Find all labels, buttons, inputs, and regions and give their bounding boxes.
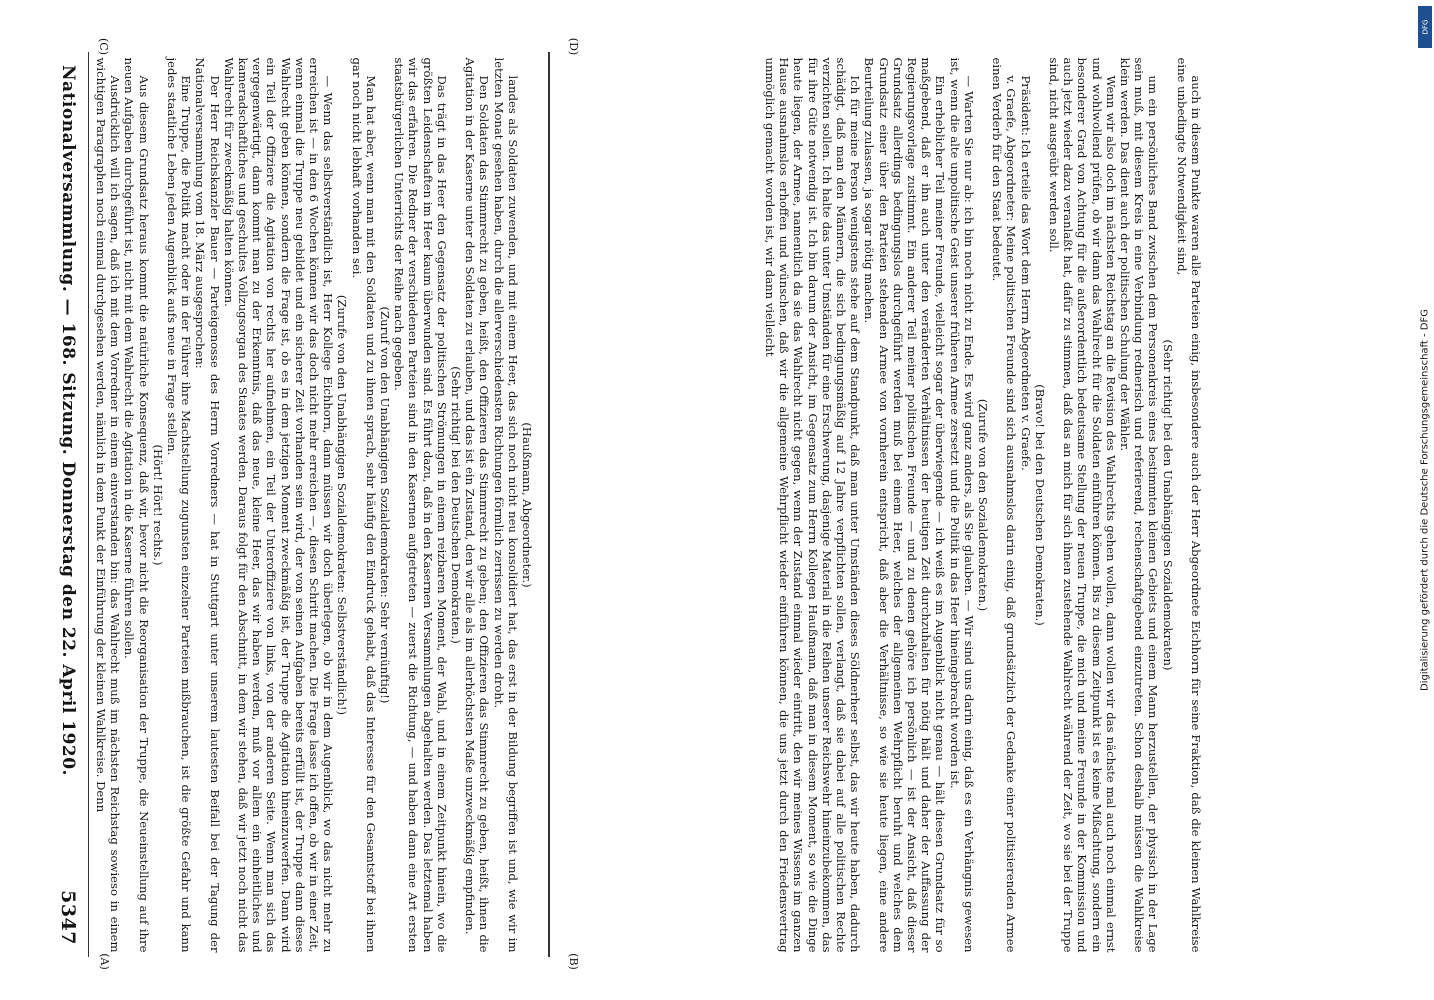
paragraph: Ausdrücklich will ich sagen, daß ich mit dem Vorredner in einem einverstanden bin: das Wahlrecht muß im nächsten Reichstag sowieso in einem wichtigen Paragraphen noch einmal durchgesehen werden, nämlich in dem Punkt der Einführung der kleinen Wahlkreise. Denn	[94, 57, 123, 952]
paragraph: Präsident: Ich erteile das Wort dem Herrn Abgeordneten v. Graefe.	[1018, 75, 1033, 471]
margin-marker-a: (A)	[97, 953, 111, 970]
left-column-text	[94, 57, 534, 952]
paragraph: (Sehr richtig! bei den Deutschen Demokraten.)	[449, 365, 464, 644]
paragraph: Aus diesem Grundsatz heraus kommt die natürliche Konsequenz, daß wir, bevor nicht die Reorganisation der Truppe, die Neueinstellung auf ihre neuen Aufgaben durchgeführt ist, nicht mit dem Wahlrecht die Agitation in die Kaserne führen sollen.	[122, 57, 151, 952]
paragraph: Das trägt in das Heer den Gegensatz der politischen Strömungen in einem reizbaren Moment, der Wahl, und in einem Zeitpunkt hinein, wo die größten Leidenschaften im Heer kaum überwunden sind. Es führt dazu, daß in den Kasernen Versammlungen abgehalten werden. Das letztemal haben wir das erfahren. Die Redner der verschiedenen Parteien sind in den Kasernen aufgetreten — zuerst die Richtung, — und haben dann eine Art ersten staatsbürgerlichen Unterrichts der Reihe nach gegeben.	[392, 57, 449, 952]
paragraph: (Zuruf von den Unabhängigen Sozialdemokraten: Sehr vernünftig!)	[378, 306, 393, 703]
column-divider	[548, 52, 550, 957]
paragraph: (Zurufe von den Sozialdemokraten.)	[976, 398, 991, 611]
paragraph: — Wenn das selbstverständlich ist, Herr Kollege Eichhorn, dann müssen wir doch überlegen, ob wir in dem Augenblick, wo das nicht mehr zu erreichen ist — in den 6 Wochen können wir das doch nicht mehr erreichen —, diesen Schritt machen. Die Frage lasse ich offen, ob wir in einer Zeit, wenn einmal die Truppe neu gebildet und ein sicherer Zeit vorhanden sein wird, der von seinen Aufgaben bereits erfüllt ist, der Truppe dann dieses Wahlrecht geben können, sondern die Frage ist, ob es in dem jetzigen Moment zweckmäßig ist, der Truppe die Agitation hineinzuwerfen. Dann wird ein Teil der Offiziere die Agitation von rechts her aufnehmen, ein Teil der Unteroffiziere von links, von der anderen Seite. Wenn man sich das vergegenwärtigt, dann kommt man zu der Erkenntnis, daß das neue, kleine Heer, das wir haben werden, muß vor allem ein einheitliches und kameradschaftliches und geschultes Vollzugsorgan des Staates werden. Daraus folgt für den Abschnitt, in dem wir stehen, daß wir jetzt noch nicht das Wahlrecht für zweckmäßig halten können.	[221, 57, 336, 952]
paragraph: (Sehr richtig! bei den Unabhängigen Sozialdemokraten)	[1160, 338, 1175, 671]
paragraph: Der Herr Reichskanzler Bauer — Parteigenosse des Herrn Vorredners — hat in Stuttgart unter unserem lautesten Beifall bei der Tagung der Nationalversammlung vom 18. März ausgesprochen:	[193, 57, 222, 952]
left-column	[94, 52, 534, 957]
paragraph: Man hat aber, wenn man mit den Soldaten und zu ihnen sprach, sehr häufig den Eindruck gehabt, daß das Interesse für den Gesamtstoff bei ihnen gar noch nicht lebhaft vorhanden sei.	[349, 57, 378, 952]
margin-marker-c: (C)	[97, 38, 110, 55]
digitization-note	[1418, 20, 1432, 980]
paragraph: um ein persönliches Band zwischen dem Personenkreis eines bestimmten kleinen Gebiets und einem Mann herzustellen, der physisch in der Lage sein muß, mit diesem Kreis in eine Verbindung rednerisch und referierend, rechenschaftgebend einzutreten. Schon deshalb müssen die Wahlkreise klein werden. Das dient auch der politischen Schulung der Wähler.	[1118, 57, 1161, 952]
paragraph: (Hört! Hört! rechts.)	[150, 444, 165, 565]
page-number: 5347	[57, 889, 79, 945]
margin-marker-b: (B)	[566, 953, 580, 970]
paragraph: (Haußmann, Abgeordneter.)	[520, 421, 534, 588]
paragraph: — Warten Sie nur ab: ich bin noch nicht zu Ende. Es wird ganz anders, als Sie glauben. — Wir sind uns darin einig, daß es ein Verhängnis gewesen ist, wenn die alte unpolitische Geist unserer früheren Armee zersetzt und die Politik in das Heer hineingebracht worden ist.	[947, 57, 976, 952]
margin-marker-d: (D)	[567, 37, 581, 56]
paragraph: Den Soldaten das Stimmrecht zu geben, heißt, den Offizieren das Stimmrecht zu geben; den Offizieren das Stimmrecht zu geben, heißt, ihnen die Agitation in der Kaserne unter den Soldaten zu erlauben, und das ist ein Zustand, den wir alle als im allerhöchsten Maße unzweckmäßig empfinden.	[463, 57, 492, 952]
paragraph: Ein erheblicher Teil meiner Freunde, vielleicht sogar der überwiegende — ich weiß es im Augenblick nicht genau — hält diesen Grundsatz für so maßgebend, daß er ihn auch unter den veränderten Verhältnissen der heutigen Zeit durchzuhalten für nötig hält und daher der Auffassung der Regierungsvorlage zustimmt. Ein anderer Teil meiner politischen Freunde — und zu denen gehöre ich persönlich — ist der Ansicht, daß dieser Grundsatz allerdings bedingungslos durchgeführt werden muß bei einem Heer, welches der allgemeinen Wehrpflicht beruht und welches dem Grundsatz einer über den Parteien stehenden Armee von vornherein entspricht, daß aber die Verhältnisse, so wie sie heute liegen, eine andere Beurteilung zulassen, ja sogar nötig machen.	[862, 57, 948, 952]
dfg-logo: DFG	[1418, 6, 1432, 48]
paragraph: Wenn wir also doch im nächsten Reichstag an die Revision des Wahlrechts gehen wollen, dann wollen wir das nächste mal auch noch einmal ernst und wohlwollend prüfen, ob wir dann das Wahlrecht für die Soldaten einführen können. Bis zu diesem Zeitpunkt ist es keine Mißachtung, sondern ein besonderer Grad von Achtung für die außerordentlich bedeutsame Stellung der neuen Truppe, die mich und meine Freunde in der Kommission und auch jetzt wieder dazu veranlaßt hat, dafür zu stimmen, daß das an mich für sich ihnen zustehende Wahlrecht während der Zeit, wo sie bei der Truppe sind, nicht ausgeübt werden soll.	[1047, 57, 1118, 952]
right-column	[563, 52, 1403, 957]
document-page	[48, 52, 1393, 957]
digitization-note-text: Digitalisierung gefördert durch die Deutsche Forschungsgemeinschaft - DFG	[1419, 309, 1431, 692]
paragraph: v. Graefe, Abgeordneter: Meine politischen Freunde sind sich ausnahmslos darin einig, daß grundsätzlich der Gedanke einer politisierenden Armee einen Verderb für den Staat bedeutet.	[990, 57, 1019, 952]
right-column-text	[763, 57, 1203, 952]
paragraph: landes als Soldaten zuwenden, und mit einem Heer, das sich noch nicht neu konsolidiert hat, das erst in der Bildung begriffen ist und, wie wir im letzten Monat gesehen haben, durch die allerverschiedensten Richtungen förmlich zerrissen zu werden droht.	[491, 57, 520, 952]
paragraph: auch in diesem Punkte waren alle Parteien einig, insbesondere auch der Herr Abgeordnete Eichhorn für seine Fraktion, daß die kleinen Wahlkreise eine unbedingte Notwendigkeit sind,	[1174, 57, 1204, 952]
page-header	[48, 52, 89, 957]
paragraph: Ich für meine Person wenigstens stehe auf dem Standpunkt, daß man unter Umständen dieses Söldnerheer selbst, das wir heute haben, dadurch schädigt, daß man den Männern, die sich bedingungsmäßig auf 12 Jahre verpflichten sollen, verlangt, daß sie dabei auf alle politischen Rechte verzichten sollen. Ich halte das unter Umständen für eine Erschwerung, dasjenige Material in die Reihen unserer Reichswehr hineinzubekommen, das für ihre Güte notwendig ist. Ich bin darum der Ansicht, im Gegensatz zum Herrn Kollegen Haußmann, daß man in diesem Moment, so wie die Dinge heute liegen, der Armee, namentlich da sie das Wahlrecht nicht gegen, wenn der Zustand einmal wieder eintritt, den wir meines Wissens im ganzen Hause ausnahmslos erhoffen und wünschen, daß wir die allgemeine Wehrpflicht wieder einführen können, die uns jetzt durch den Friedensvertrag unmöglich gemacht worden ist, wir dann vielleicht	[763, 57, 863, 952]
paragraph: (Bravo! bei den Deutschen Demokraten.)	[1032, 383, 1047, 626]
paragraph: (Zurufe von den Unabhängigen Sozialdemokraten: Selbstverständlich!)	[335, 294, 350, 715]
header-title: Nationalversammlung. — 168. Sitzung. Donnerstag den 22. April 1920.	[58, 64, 78, 776]
paragraph: Eine Truppe, die Politik macht oder in der Führer ihre Machtstellung zugunsten einzelner Parteien mißbrauchen, ist die größte Gefahr und kann jedes staatliche Leben jeden Augenblick aufs neue in Frage stellen.	[165, 57, 194, 952]
